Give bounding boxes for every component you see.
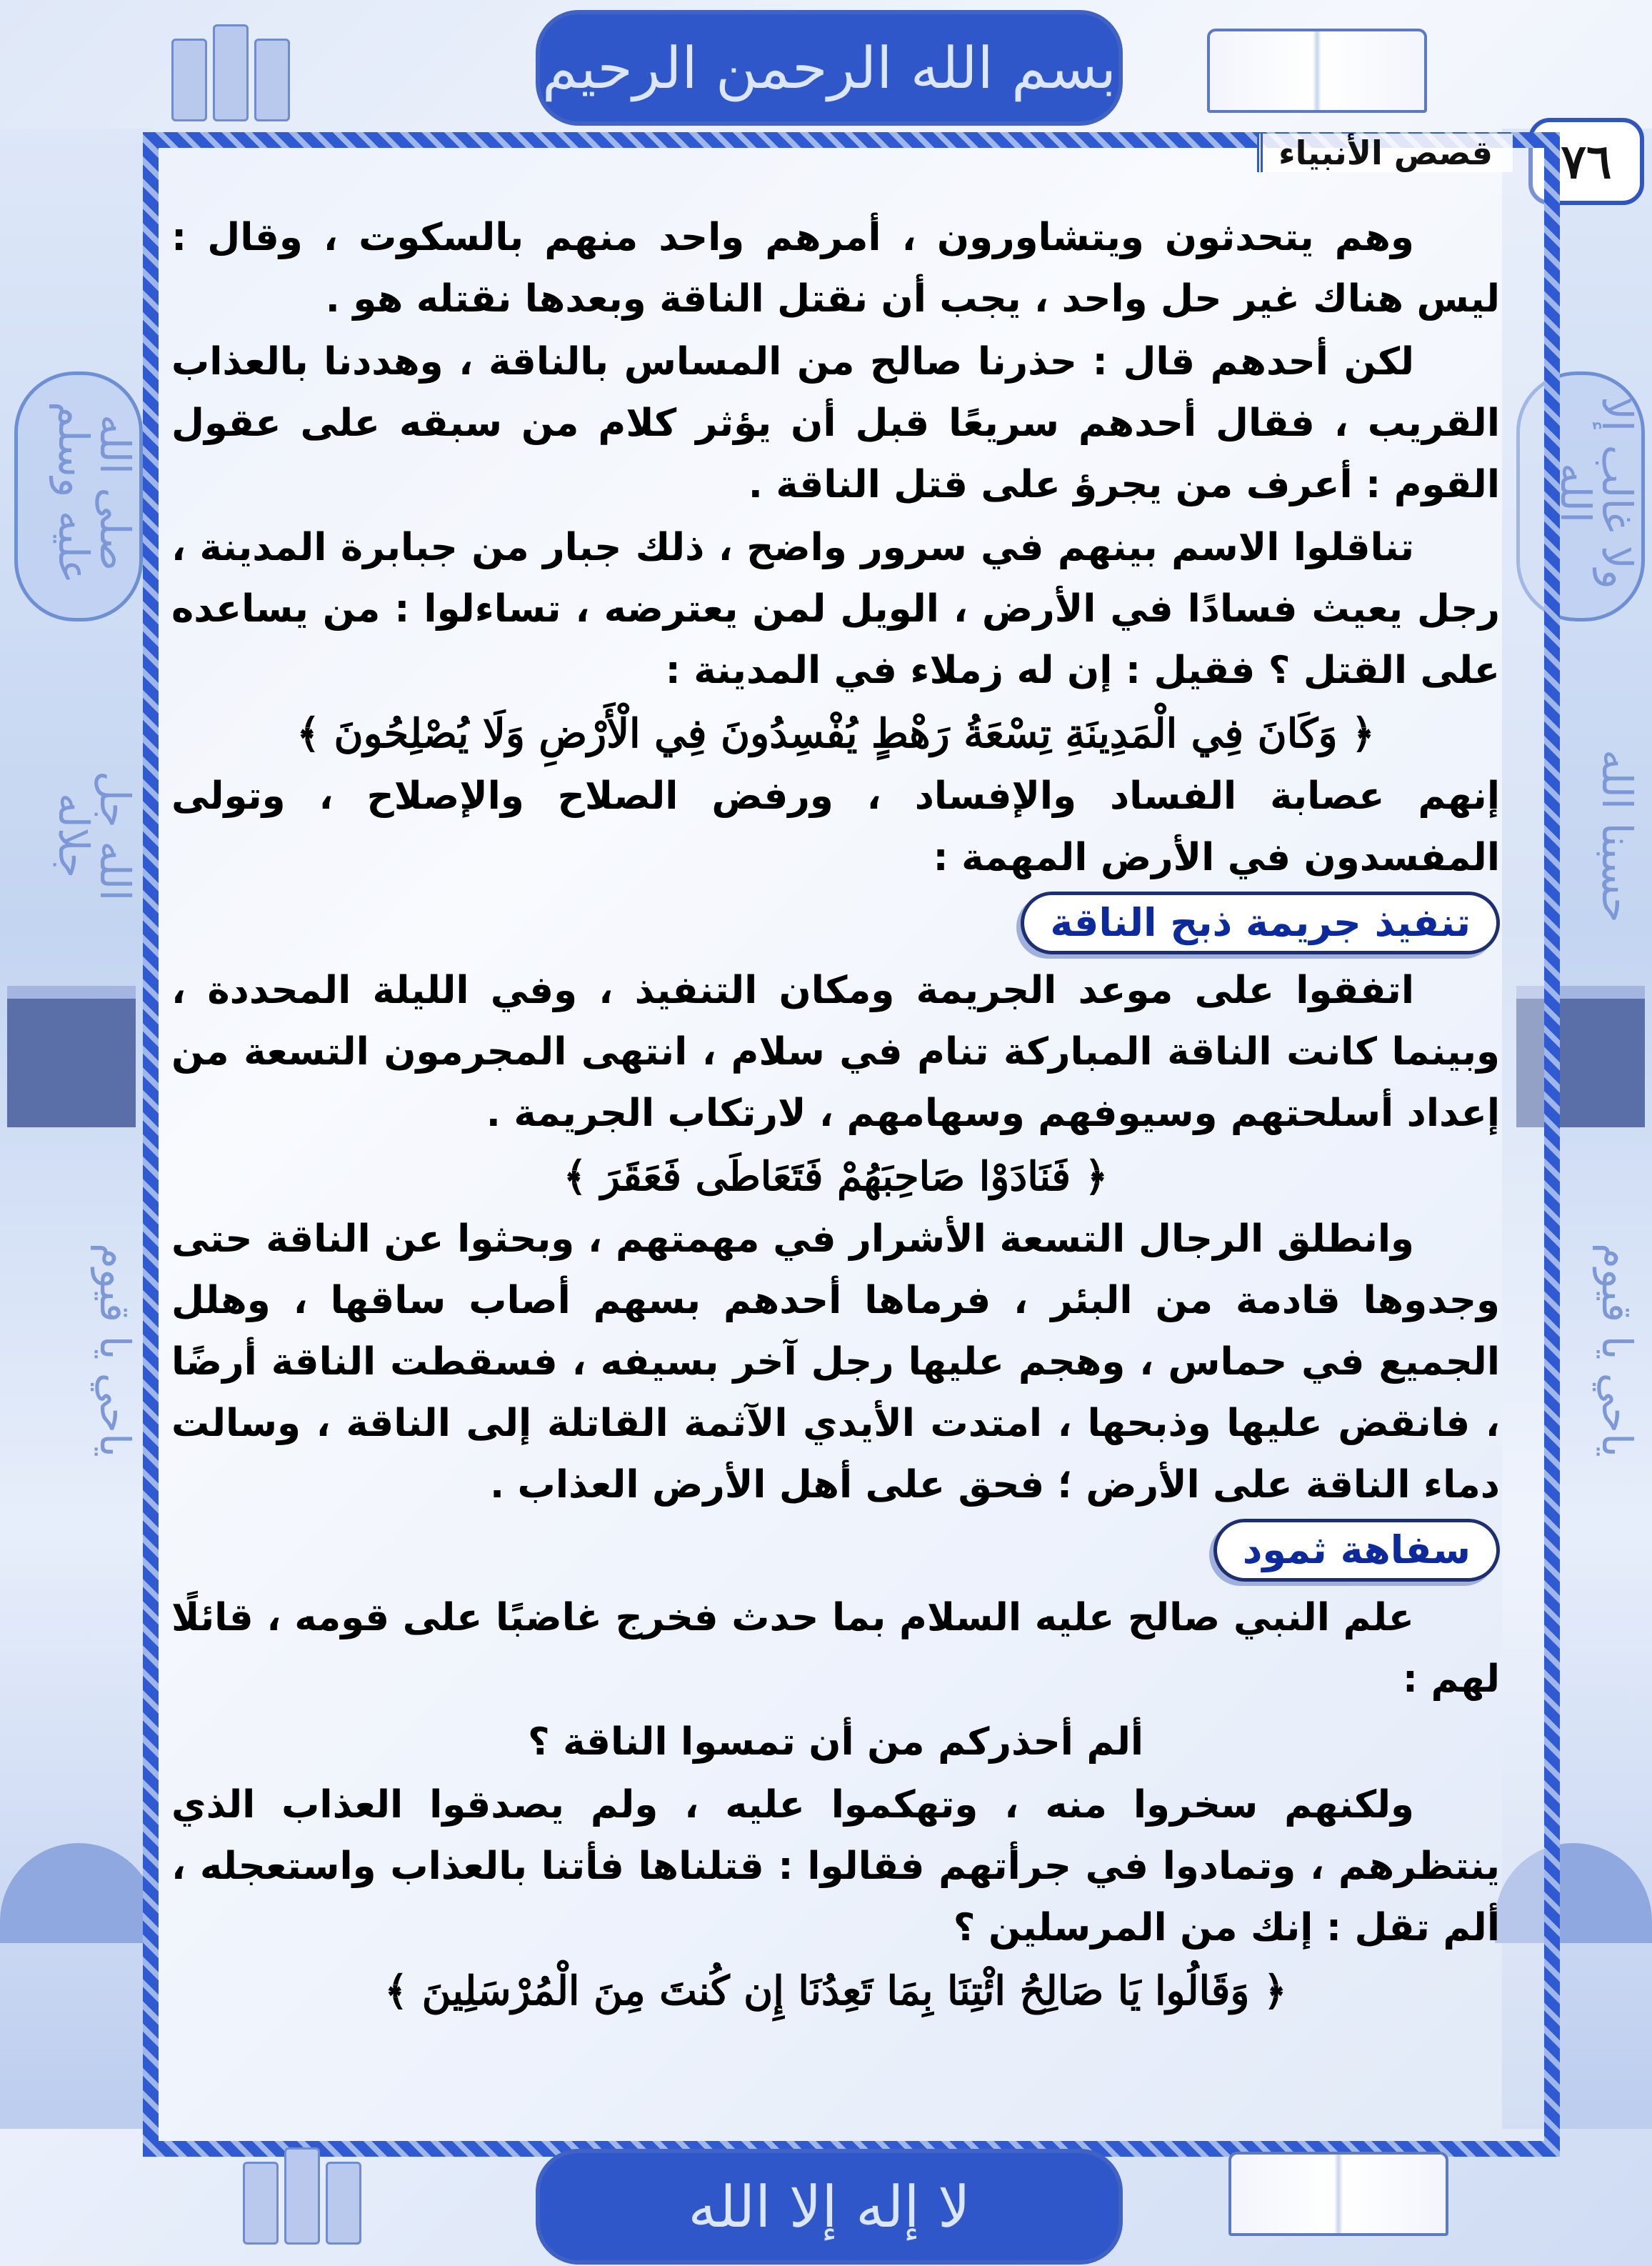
paragraph: وانطلق الرجال التسعة الأشرار في مهمتهم ، وبحثوا عن الناقة حتى وجدوها قادمة من البئر ، فرماها أحدهم بسهم أصاب ساقها ، وهلل الجميع في حماس ، وهجم عليها رجل آخر بسيفه ، فسقطت الناقة أرضًا ، فانقض عليها وذبحها ، امتدت الأيدي الآثمة القاتلة إلى الناقة ، وسالت دماء الناقة على الأرض ؛ فحق على أهل الأرض العذاب .: [171, 1217, 1500, 1507]
candles-image: [236, 2137, 364, 2245]
tahlil-banner: لا إله إلا الله: [536, 2149, 1123, 2265]
right-calligraphy-3: ياحي يا قيوم: [1593, 1243, 1641, 1457]
top-ornament-bar: [0, 0, 1652, 136]
running-head: قصص الأنبياء: [1257, 134, 1513, 172]
paragraph: إنهم عصابة الفساد والإفساد ، ورفض الصلاح والإصلاح ، وتولى المفسدون في الأرض المهمة :: [171, 774, 1500, 879]
section-heading-wrap: [171, 1519, 1500, 1583]
mosque-dome-image: [0, 1843, 157, 1943]
quran-verse: ﴿ وَكَانَ فِي الْمَدِينَةِ تِسْعَةُ رَهْطٍ يُفْسِدُونَ فِي الْأَرْضِ وَلَا يُصْلِحُونَ ﴾: [296, 710, 1375, 757]
quran-verse: ﴿ وَقَالُوا يَا صَالِحُ ائْتِنَا بِمَا تَعِدُنَا إِن كُنتَ مِنَ الْمُرْسَلِينَ ﴾: [384, 1967, 1287, 2015]
paragraph: ولكنهم سخروا منه ، وتهكموا عليه ، ولم يصدقوا العذاب الذي ينتظرهم ، وتمادوا في جرأتهم فقالوا : قتلناها فأتنا بالعذاب واستعجله ، ألم تقل : إنك من المرسلين ؟: [171, 1783, 1500, 1950]
right-calligraphy-1: ولا غالب إلا الله: [1551, 396, 1641, 589]
right-calligraphy-2: حسبنا الله: [1593, 749, 1641, 923]
paragraph: لكن أحدهم قال : حذرنا صالح من المساس بالناقة ، وهددنا بالعذاب القريب ، فقال أحدهم سريعًا قبل أن يؤثر كلام من سبقه على عقول القوم : أعرف من يجرؤ على قتل الناقة .: [171, 340, 1500, 506]
open-book-image: [1228, 2152, 1448, 2236]
paragraph: ألم أحذركم من أن تمسوا الناقة ؟: [527, 1720, 1144, 1764]
bottom-ornament-bar: [0, 2130, 1652, 2266]
section-heading: سفاهة ثمود: [1213, 1519, 1500, 1582]
kaaba-image: [7, 986, 136, 1127]
section-heading: تنفيذ جريمة ذبح الناقة: [1021, 892, 1500, 954]
left-calligraphy-1: صلى الله عليه وسلم: [49, 401, 139, 584]
open-book-image: [1207, 29, 1427, 113]
page-text: [171, 207, 1500, 2107]
candles-image: [164, 14, 293, 121]
paragraph: تناقلوا الاسم بينهم في سرور واضح ، ذلك جبار من جبابرة المدينة ، رجل يعيث فسادًا في الأرض ، الويل لمن يعترضه ، تساءلوا : من يساعده على القتل ؟ فقيل : إن له زملاء في المدينة :: [171, 526, 1500, 692]
quran-verse: ﴿ فَنَادَوْا صَاحِبَهُمْ فَتَعَاطَى فَعَقَرَ ﴾: [563, 1153, 1108, 1200]
paragraph: وهم يتحدثون ويتشاورون ، أمرهم واحد منهم بالسكوت ، وقال : ليس هناك غير حل واحد ، يجب أن نقتل الناقة وبعدها نقتله هو .: [171, 216, 1500, 321]
basmala-banner: بسم الله الرحمن الرحيم: [536, 10, 1123, 126]
section-heading-wrap: [171, 892, 1500, 956]
paragraph: علم النبي صالح عليه السلام بما حدث فخرج غاضبًا على قومه ، قائلًا لهم :: [171, 1596, 1500, 1701]
left-calligraphy-2: الله جل جلاله: [49, 770, 139, 902]
left-ornament-panel: [0, 129, 150, 2129]
left-calligraphy-3: ياحي يا قيوم: [91, 1243, 139, 1457]
paragraph: اتفقوا على موعد الجريمة ومكان التنفيذ ، وفي الليلة المحددة ، وبينما كانت الناقة المباركة تنام في سلام ، انتهى المجرمون التسعة من إعداد أسلحتهم وسيوفهم وسهامهم ، لارتكاب الجريمة .: [171, 969, 1500, 1135]
page-number: ٧٦: [1528, 118, 1644, 205]
running-head-row: [159, 132, 1513, 174]
